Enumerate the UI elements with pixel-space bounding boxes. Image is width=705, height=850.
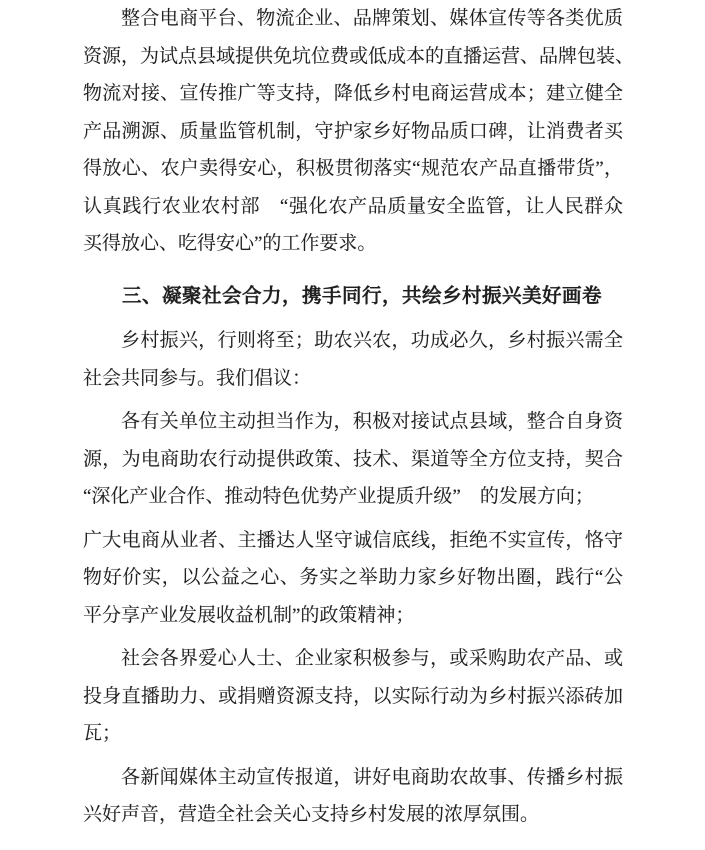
text-line: 社会共同参与。我们倡议： <box>83 367 312 389</box>
para-rural-revitalization-call <box>83 322 623 397</box>
document-content <box>83 0 635 840</box>
para-ecommerce-practitioners <box>83 522 623 635</box>
section-heading-three: 三、凝聚社会合力，携手同行，共绘乡村振兴美好画卷 <box>122 285 603 307</box>
text-line: 认真践行农业农村部 “强化农产品质量安全监管，让人民群众 <box>83 195 623 217</box>
text-line: 社会各界爱心人士、企业家积极参与，或采购助农产品、或 <box>121 648 623 669</box>
text-line: 买得放心、吃得安心”的工作要求。 <box>83 233 377 254</box>
text-line: 各有关单位主动担当作为，积极对接试点县域，整合自身资 <box>121 411 623 432</box>
text-line: 乡村振兴，行则将至；助农兴农，功成必久，乡村振兴需全 <box>121 330 623 351</box>
text-line: “深化产业合作、推动特色优势产业提质升级” 的发展方向； <box>83 486 594 507</box>
text-line: 各新闻媒体主动宣传报道，讲好电商助农故事、传播乡村振 <box>121 766 623 788</box>
para-government-units <box>83 403 623 516</box>
para-news-media <box>83 759 623 834</box>
text-line: 资源，为试点县域提供免坑位费或低成本的直播运营、品牌包装、 <box>83 45 635 67</box>
text-line: 物流对接、宣传推广等支持，降低乡村电商运营成本；建立健全 <box>83 83 623 104</box>
text-line: 物好价实，以公益之心、务实之举助力家乡好物出圈，践行“公 <box>83 567 623 588</box>
para-social-participation <box>83 640 623 753</box>
para-platform-resources <box>83 0 635 263</box>
text-line: 瓦； <box>83 723 122 744</box>
text-line: 得放心、农户卖得安心，积极贯彻落实“规范农产品直播带货”， <box>83 158 623 179</box>
text-line: 整合电商平台、物流企业、品牌策划、媒体宣传等各类优质 <box>121 8 623 29</box>
text-line: 产品溯源、质量监管机制，守护家乡好物品质口碑，让消费者买 <box>83 120 623 142</box>
text-line: 投身直播助力、或捐赠资源支持，以实际行动为乡村振兴添砖加 <box>83 685 623 707</box>
text-line: 兴好声音，营造全社会关心支持乡村发展的浓厚氛围。 <box>83 804 540 825</box>
text-line: 广大电商从业者、主播达人坚守诚信底线，拒绝不实宣传，恪守 <box>83 529 623 551</box>
text-line: 平分享产业发展收益机制”的政策精神； <box>83 604 415 626</box>
text-line: 源，为电商助农行动提供政策、技术、渠道等全方位支持，契合 <box>83 448 623 470</box>
